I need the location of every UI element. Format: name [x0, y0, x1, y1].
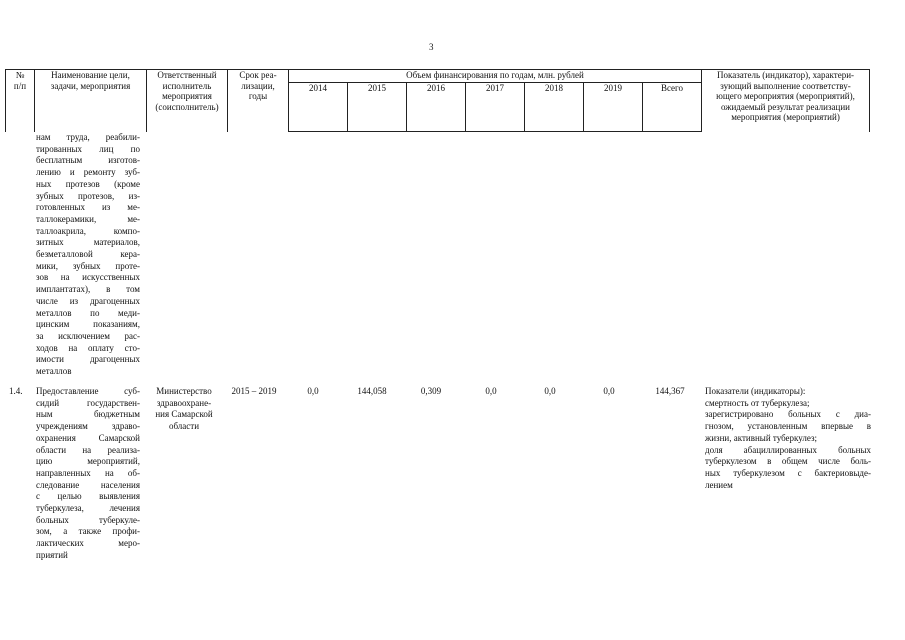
row-value-2018: 0,0: [544, 386, 556, 396]
row-value-2014: 0,0: [307, 386, 319, 396]
row-term: 2015 – 2019: [231, 386, 277, 396]
row-value-2019: 0,0: [603, 386, 615, 396]
header-name: Наименование цели, задачи, мероприятия: [35, 70, 147, 132]
row-value-2015: 144,058: [357, 386, 387, 396]
header-year-2014: 2014: [289, 83, 348, 132]
row-number: 1.4.: [9, 386, 23, 396]
row-value-2016: 0,309: [420, 386, 442, 396]
header-total: Всего: [643, 83, 702, 132]
row-responsible: Министерство здравоохране- ния Самарской области: [155, 386, 213, 432]
header-funding-title: Объем финансирования по годам, млн. рублей: [289, 70, 702, 83]
row-value-total: 144,367: [655, 386, 685, 396]
row-indicator: Показатели (индикаторы): смертность от туберкулеза; зарегистрировано больных с диа- гнозом, установленным впервые в жизни, активный туберкулез; доля абациллированных больных туберкулезом в общем числе боль- ных туберкулезом с бактериовыде- лением: [705, 386, 871, 490]
header-indicator: Показатель (индикатор), характери- зующий выполнение соответству- ющего мероприятия (мероприятий), ожидаемый результат реализации мероприятия (мероприятий): [702, 70, 870, 132]
header-year-2017: 2017: [466, 83, 525, 132]
header-year-2019: 2019: [584, 83, 643, 132]
continuation-text: нам труда, реабили- тированных лиц по бесплатным изготов- лению и ремонту зуб- ных протезов (кроме зубных протезов, из- готовленных из ме- таллокерамики, ме- таллоакрила, компо- зитных материалов, безметалловой кера- мики, зубных проте- зов на искусственных имплантатах), в том числе из драгоценных металлов по меди- цинским показаниям, за исключением рас- ходов на оплату сто- имости драгоценных металлов: [36, 132, 140, 377]
row-value-2017: 0,0: [485, 386, 497, 396]
page-number: 3: [429, 42, 434, 52]
header-year-2015: 2015: [348, 83, 407, 132]
row-name: Предоставление суб- сидий государствен- ным бюджетным учреждениям здраво- охранения Самарской области на реализа- цию мероприятий, направленных на об- следование населения с целью выявления туберкулеза, лечения больных туберкуле- зом, а также профи- лактических меро- приятий: [36, 386, 140, 560]
header-responsible: Ответственный исполнитель мероприятия (соисполнитель): [147, 70, 228, 132]
header-year-2016: 2016: [407, 83, 466, 132]
header-num: № п/п: [6, 70, 35, 132]
table-header: [5, 69, 870, 132]
header-year-2018: 2018: [525, 83, 584, 132]
header-term: Срок реа- лизации, годы: [228, 70, 289, 132]
